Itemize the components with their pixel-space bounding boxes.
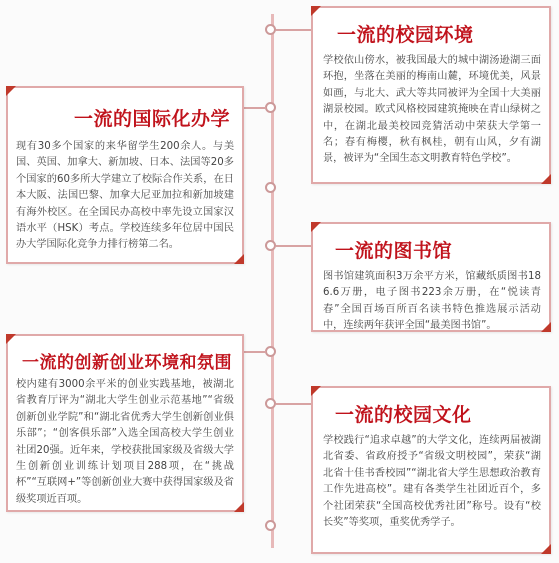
card-library (311, 222, 551, 332)
timeline-line (271, 14, 274, 548)
card-internationalization (6, 86, 244, 264)
corner-decoration (541, 322, 551, 332)
corner-decoration (311, 386, 321, 396)
card-text: 图书馆建筑面积3万余平方米，馆藏纸质图书186.6万册，电子图书223余万册，在“悦读青春”全国百场百所百名读书特色推选展示活动中，连续两年获评全国“最美图书馆”。 (323, 271, 541, 332)
connector (276, 403, 312, 405)
card-title: 一流的图书馆 (335, 240, 453, 262)
corner-decoration (311, 222, 321, 232)
timeline-node (265, 346, 276, 357)
card-text: 现有30多个国家的来华留学生200余人。与美国、英国、加拿大、新加坡、日本、法国等20多个国家的60多所大学建立了校际合作关系，在日本大阪、法国巴黎、加拿大尼亚加拉和新加坡建有海外校区。在全国民办高校中率先设立国家汉语水平（HSK）考点。学校连续多年位居中国民办大学国际化竞争力排行榜第二名。 (16, 141, 234, 251)
corner-decoration (6, 334, 16, 344)
timeline-node (265, 182, 276, 193)
corner-decoration (541, 174, 551, 184)
connector (242, 351, 266, 353)
timeline-node (265, 520, 276, 531)
card-campus-culture (311, 386, 551, 554)
connector (242, 107, 266, 109)
card-title: 一流的国际化办学 (74, 108, 231, 130)
card-text: 学校践行“追求卓越”的大学文化，连续两届被湖北省委、省政府授予“省级文明校园”，荣获“湖北省十佳书香校园”“湖北省大学生思想政治教育工作先进高校”。建有各类学生社团近百个，多个社团荣获“全国高校优秀社团”称号。设有“校长奖”等奖项，重奖优秀学子。 (323, 435, 541, 529)
corner-decoration (6, 86, 16, 96)
card-text: 校内建有3000余平米的创业实践基地，被湖北省教育厅评为“湖北大学生创业示范基地”“省级创新创业学院”和“湖北省优秀大学生创新创业俱乐部”；“创客俱乐部”入选全国高校大学生创业社团20强。近年来，学校获批国家级及省级大学生创新创业训练计划项目288项，在“挑战杯”“互联网+”等创新创业大赛中获得国家级及省级奖项近百项。 (16, 379, 234, 505)
card-title: 一流的创新创业环境和氛围 (22, 353, 232, 373)
timeline-node (265, 398, 276, 409)
timeline-node (265, 24, 276, 35)
card-title: 一流的校园环境 (337, 24, 474, 46)
connector (276, 29, 312, 31)
corner-decoration (234, 502, 244, 512)
timeline-node (265, 102, 276, 113)
corner-decoration (541, 544, 551, 554)
corner-decoration (234, 254, 244, 264)
corner-decoration (311, 6, 321, 16)
card-text: 学校依山傍水，被我国最大的城中湖汤逊湖三面环抱，坐落在美丽的梅南山麓，环境优美，风景如画，与北大、武大等共同被评为全国十大美丽湖景校园。欧式风格校园建筑掩映在青山绿树之中，在湖北最美校园竞猜活动中荣获大学第一名；春有梅樱，秋有枫桂，朝有山风，夕有湖景，被评为“全国生态文明教育特色学校”。 (323, 55, 541, 165)
connector (276, 245, 312, 247)
card-campus-environment (311, 6, 551, 184)
card-innovation (6, 334, 244, 512)
card-title: 一流的校园文化 (335, 404, 472, 426)
timeline-node (265, 240, 276, 251)
